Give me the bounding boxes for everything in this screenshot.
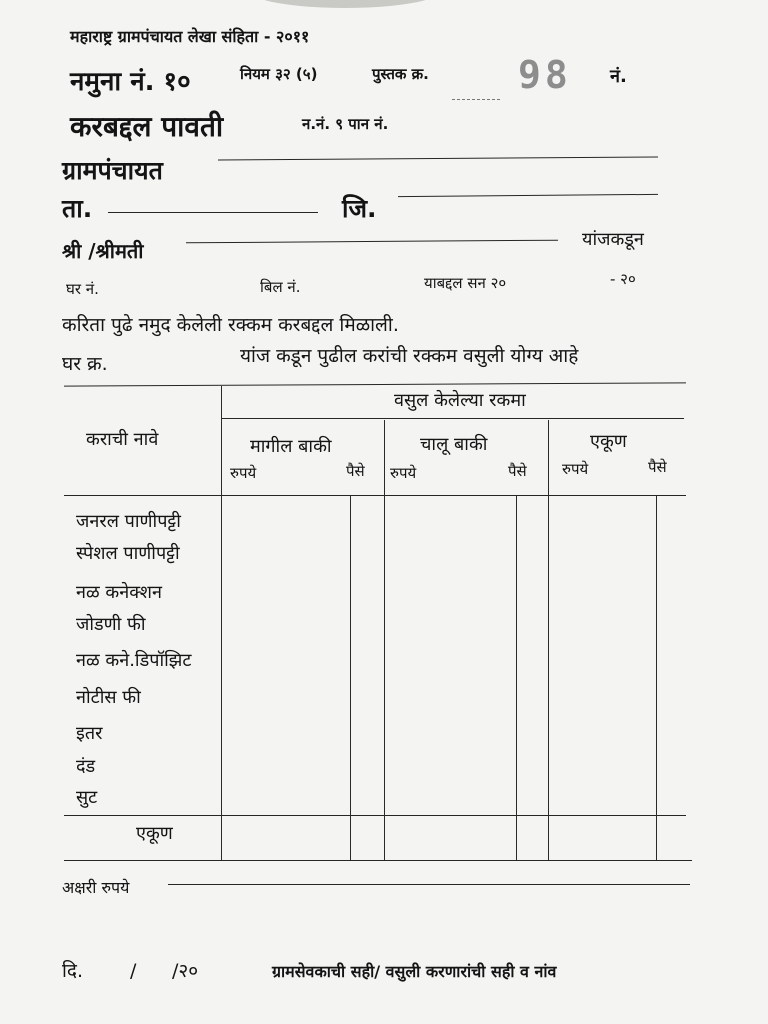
accounting-code-line: महाराष्ट्र ग्रामपंचायत लेखा संहिता - २०११ xyxy=(70,27,310,46)
taluka-line xyxy=(108,212,318,213)
tax-row-tap-connection: नळ कनेक्शन xyxy=(76,582,162,603)
number-label: नं. xyxy=(610,66,627,87)
paise-divider-previous xyxy=(350,495,351,860)
district-line xyxy=(398,194,658,197)
col-divider-previous xyxy=(384,420,385,860)
book-number-stamp: 98 xyxy=(518,53,572,97)
table-bottom-border xyxy=(64,860,692,861)
year-label: याबद्दल सन २० xyxy=(424,274,507,292)
form-number: नमुना नं. १० xyxy=(70,67,191,97)
current-paise-header: पैसे xyxy=(508,462,527,480)
total-row-label: एकूण xyxy=(136,823,173,844)
tax-row-tap-deposit: नळ कने.डिपॉझिट xyxy=(76,650,192,671)
table-top-border xyxy=(64,382,686,386)
grampanchayat-label: ग्रामपंचायत xyxy=(62,156,163,185)
taluka-label: ता. xyxy=(62,194,93,223)
receipt-title: करबद्दल पावती xyxy=(70,110,224,143)
collection-statement: यांज कडून पुढील करांची रक्कम वसुली योग्य आहे xyxy=(240,345,579,367)
received-statement: करिता पुढे नमुद केलेली रक्कम करबद्दल मिळाली. xyxy=(62,314,399,336)
torn-edge xyxy=(250,0,440,8)
house-kr-label: घर क्र. xyxy=(62,353,108,375)
total-rupees-header: रुपये xyxy=(562,460,589,478)
amount-in-words-line xyxy=(168,884,690,885)
paise-divider-current xyxy=(516,495,517,860)
col-divider-current xyxy=(548,420,549,860)
collected-amounts-header: वसुल केलेल्या रकमा xyxy=(394,390,526,411)
current-rupees-header: रुपये xyxy=(390,464,417,482)
amount-in-words-label: अक्षरी रुपये xyxy=(62,878,130,897)
previous-paise-header: पैसे xyxy=(346,462,365,480)
previous-balance-header: मागील बाकी xyxy=(250,436,332,457)
date-slash-one: / xyxy=(130,960,137,982)
total-paise-header: पैसे xyxy=(648,458,667,476)
current-balance-header: चालू बाकी xyxy=(420,434,488,455)
name-label: श्री /श्रीमती xyxy=(62,239,144,263)
paise-divider-total xyxy=(656,495,657,860)
tax-row-other: इतर xyxy=(76,723,103,744)
tax-row-connection-fee: जोडणी फी xyxy=(76,614,146,635)
table-header-bottom-border xyxy=(64,495,686,496)
grampanchayat-line xyxy=(218,156,658,160)
page-reference: न.नं. ९ पान नं. xyxy=(302,115,389,133)
district-label: जि. xyxy=(342,194,377,223)
tax-row-discount: सुट xyxy=(76,787,98,808)
date-slash-two: /२० xyxy=(172,960,199,982)
date-label: दि. xyxy=(62,960,84,982)
total-row-top-border xyxy=(64,815,686,816)
tax-names-header: कराची नावे xyxy=(86,429,159,450)
collected-header-divider xyxy=(222,418,684,419)
tax-row-general-water: जनरल पाणीपट्टी xyxy=(76,511,181,532)
book-label: पुस्तक क्र. xyxy=(372,65,429,83)
previous-rupees-header: रुपये xyxy=(230,464,257,482)
rule-reference: नियम ३२ (५) xyxy=(240,65,318,83)
tax-row-special-water: स्पेशल पाणीपट्टी xyxy=(76,543,180,564)
from-label: यांजकडून xyxy=(582,229,644,250)
year-dash-label: - २० xyxy=(610,270,636,288)
col-divider-names xyxy=(221,386,222,860)
book-number-line xyxy=(452,99,500,100)
bill-number-label: बिल नं. xyxy=(260,278,301,296)
house-number-label: घर नं. xyxy=(66,280,99,298)
total-amount-header: एकूण xyxy=(590,431,627,452)
signature-label: ग्रामसेवकाची सही/ वसुली करणारांची सही व नांव xyxy=(272,962,557,981)
tax-row-penalty: दंड xyxy=(76,756,96,777)
tax-row-notice-fee: नोटीस फी xyxy=(76,687,141,708)
name-line xyxy=(186,240,558,244)
